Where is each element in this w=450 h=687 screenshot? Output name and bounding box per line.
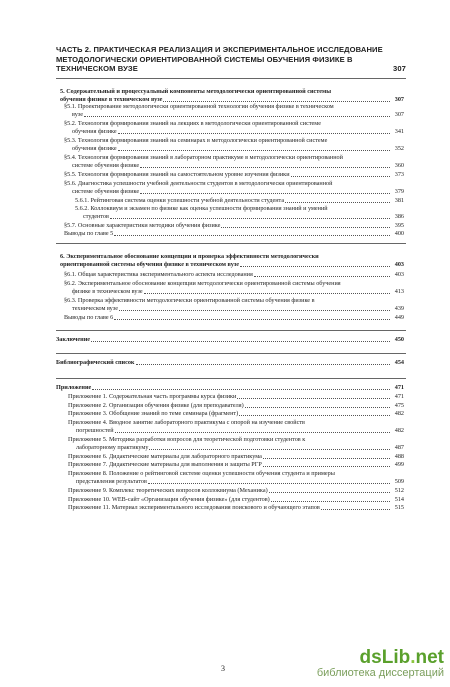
toc-line: Выводы по главе 5 <box>64 230 114 237</box>
toc-line: §5.5. Технология формирования знаний на самостоятельном уровне изучения физики <box>64 171 290 178</box>
toc-page-number: 379 <box>394 188 404 195</box>
toc-leader-dots <box>269 492 390 493</box>
toc-line: погрешностей <box>76 427 114 434</box>
toc-leader-dots <box>144 293 390 294</box>
toc-leader-dots <box>118 150 390 151</box>
toc-leader-dots <box>114 235 390 236</box>
toc-leader-dots <box>92 389 390 390</box>
toc-leader-dots <box>239 415 390 416</box>
toc-line: 5.6.1. Рейтинговая система оценки успешности учебной деятельности студента <box>75 197 285 204</box>
toc-line: §5.1. Проектирование методологически ориентированной технологии обучения физике в техническом <box>64 103 334 110</box>
toc-page-number: 386 <box>394 213 404 220</box>
toc-leader-dots <box>291 176 390 177</box>
toc-line: обучения физике <box>72 128 117 135</box>
toc-page-number: 475 <box>394 402 404 409</box>
toc-leader-dots <box>240 266 390 267</box>
toc-line: Приложение 3. Обобщение знаний по теме семинара (фрагмент) <box>68 410 239 417</box>
toc-leader-dots <box>163 101 390 102</box>
toc-leader-dots <box>149 449 390 450</box>
toc-leader-dots <box>136 364 391 365</box>
page-number: 3 <box>221 664 225 673</box>
toc-page-number: 471 <box>394 384 404 391</box>
watermark-logo <box>317 647 444 669</box>
toc-line: Приложение 1. Содержательная часть программы курса физики <box>68 393 237 400</box>
toc-leader-dots <box>285 202 390 203</box>
watermark-subtitle: библиотека диссертаций <box>316 667 444 679</box>
toc-page-number: 400 <box>394 230 404 237</box>
toc-leader-dots <box>237 398 390 399</box>
toc-line: Выводы по главе 6 <box>64 314 114 321</box>
toc-page-number: 471 <box>394 393 404 400</box>
toc-page-number: 352 <box>394 145 404 152</box>
toc-page-number: 341 <box>394 128 404 135</box>
part-title <box>56 45 406 74</box>
toc-line: 5. Содержательный и процессуальный компоненты методологически ориентированной системы <box>60 88 332 95</box>
toc-page-number: 449 <box>394 314 404 321</box>
toc-page-number: 514 <box>394 496 404 503</box>
toc-line: представления результатов <box>76 478 147 485</box>
toc-leader-dots <box>114 319 390 320</box>
toc-page-number: 482 <box>394 427 404 434</box>
toc-line: системе обучения физике <box>72 162 140 169</box>
toc-leader-dots <box>263 458 390 459</box>
toc-page-number: 439 <box>394 305 404 312</box>
part-title-page: 307 <box>393 64 406 74</box>
toc-leader-dots <box>140 167 390 168</box>
toc-line: Приложение 4. Вводное занятие лабораторного практикума с опорой на изучение свойств <box>68 419 305 426</box>
toc-line: Приложение 6. Дидактические материалы для лабораторного практикума <box>68 453 262 460</box>
toc-page-number: 373 <box>394 171 404 178</box>
toc-line: лабораторному практикуму <box>76 444 149 451</box>
toc-leader-dots <box>140 193 390 194</box>
toc-line: §5.6. Диагностика успешности учебной деятельности студентов в методологически ориентированной <box>64 180 333 187</box>
watermark-logo-dot: . <box>410 647 416 668</box>
toc-page-number: 499 <box>394 461 404 468</box>
section-rule <box>56 78 406 79</box>
toc-page-number: 515 <box>394 504 404 511</box>
section-rule <box>56 353 406 354</box>
section-rule <box>56 243 406 244</box>
toc-leader-dots <box>321 509 390 510</box>
toc-leader-dots <box>110 218 390 219</box>
section-rule <box>56 330 406 331</box>
toc-line: 5.6.2. Коллоквиум и экзамен по физике как оценка успешности формирования знаний и умений <box>75 205 328 212</box>
toc-line: §5.4. Технология формирования знаний в лабораторном практикуме в методологически ориентированной <box>64 154 343 161</box>
toc-line: §6.2. Экспериментальное обоснование концепции методологически ориентированной системы обучения <box>64 280 341 287</box>
toc-page-number: 509 <box>394 478 404 485</box>
toc-page-number: 403 <box>394 261 404 268</box>
toc-page-number: 381 <box>394 197 404 204</box>
toc-line: Приложение 5. Методика разработки вопросов для теоретической подготовки студентов к <box>68 436 306 443</box>
toc-line: Приложение 9. Комплекс теоретических вопросов коллоквиума (Механика) <box>68 487 268 494</box>
toc-line: §5.7. Основные характеристики методики обучения физике <box>64 222 221 229</box>
toc-line: §5.2. Технология формирования знаний на лекциях в методологически ориентированной системе <box>64 120 321 127</box>
toc-line: Приложение 2. Организация обучения физике (для преподавателя) <box>68 402 244 409</box>
toc-page-number: 395 <box>394 222 404 229</box>
toc-leader-dots <box>119 310 390 311</box>
toc-line: обучения физике <box>72 145 117 152</box>
toc-line: Приложение 10. WEB-сайт «Организация обучения физике» (для студентов) <box>68 496 270 503</box>
toc-line: техническом вузе <box>72 305 118 312</box>
toc-page-number: 454 <box>394 359 404 366</box>
toc-line: 6. Экспериментальное обоснование концепции и проверка эффективности методологически <box>60 253 319 260</box>
toc-page-number: 360 <box>394 162 404 169</box>
toc-line: студентов <box>83 213 109 220</box>
watermark <box>317 647 444 679</box>
toc-leader-dots <box>254 276 390 277</box>
toc-leader-dots <box>271 501 390 502</box>
part-title-text: ЧАСТЬ 2. ПРАКТИЧЕСКАЯ РЕАЛИЗАЦИЯ И ЭКСПЕРИМЕНТАЛЬНОЕ ИССЛЕДОВАНИЕ МЕТОДОЛОГИЧЕСКИ ОРИЕНТИРОВАННОЙ СИСТЕМЫ ОБУЧЕНИЯ ФИЗИКЕ В ТЕХНИЧЕСКОМ ВУЗЕ <box>56 45 383 74</box>
watermark-logo-main: dsLib <box>359 647 411 668</box>
toc-leader-dots <box>221 227 390 228</box>
toc-line: системе обучения физике <box>72 188 140 195</box>
toc-leader-dots <box>148 483 390 484</box>
toc-leader-dots <box>118 133 390 134</box>
toc-line: Заключение <box>56 336 91 343</box>
toc-page-number: 487 <box>394 444 404 451</box>
toc-line: Приложение 11. Материал экспериментального исследования поискового и обучающего этапов <box>68 504 320 511</box>
toc-page-number: 488 <box>394 453 404 460</box>
toc-line: обучения физике в техническом вузе <box>60 96 163 103</box>
toc-line: §6.3. Проверка эффективности методологически ориентированной системы обучения физике в <box>64 297 315 304</box>
toc-page-number: 482 <box>394 410 404 417</box>
toc-page-number: 450 <box>394 336 404 343</box>
toc-leader-dots <box>84 116 390 117</box>
toc-page-number: 413 <box>394 288 404 295</box>
toc-line: §6.1. Общая характеристика экспериментального аспекта исследования <box>64 271 253 278</box>
watermark-logo-tld: net <box>415 647 444 668</box>
toc-leader-dots <box>91 341 390 342</box>
toc-line: ориентированной системы обучения физике в техническом вузе <box>60 261 240 268</box>
section-rule <box>56 378 406 379</box>
toc-page-number: 307 <box>394 111 404 118</box>
toc-line: §5.3. Технология формирования знаний на семинарах в методологически ориентированной системе <box>64 137 328 144</box>
toc-line: вузе <box>72 111 83 118</box>
toc-line: физике в техническом вузе <box>72 288 143 295</box>
toc-line: Приложение 7. Дидактические материалы для выполнения и защиты РГР <box>68 461 262 468</box>
toc-line: Приложение <box>56 384 92 391</box>
toc-leader-dots <box>115 432 390 433</box>
toc-page-number: 307 <box>394 96 404 103</box>
toc-page-number: 403 <box>394 271 404 278</box>
toc-line: Приложение 8. Положение о рейтинговой системе оценки успешности обучения студента и примеры <box>68 470 335 477</box>
toc-line: Библиографический список <box>56 359 135 366</box>
toc-leader-dots <box>245 407 390 408</box>
toc-leader-dots <box>263 466 390 467</box>
toc-page-number: 512 <box>394 487 404 494</box>
